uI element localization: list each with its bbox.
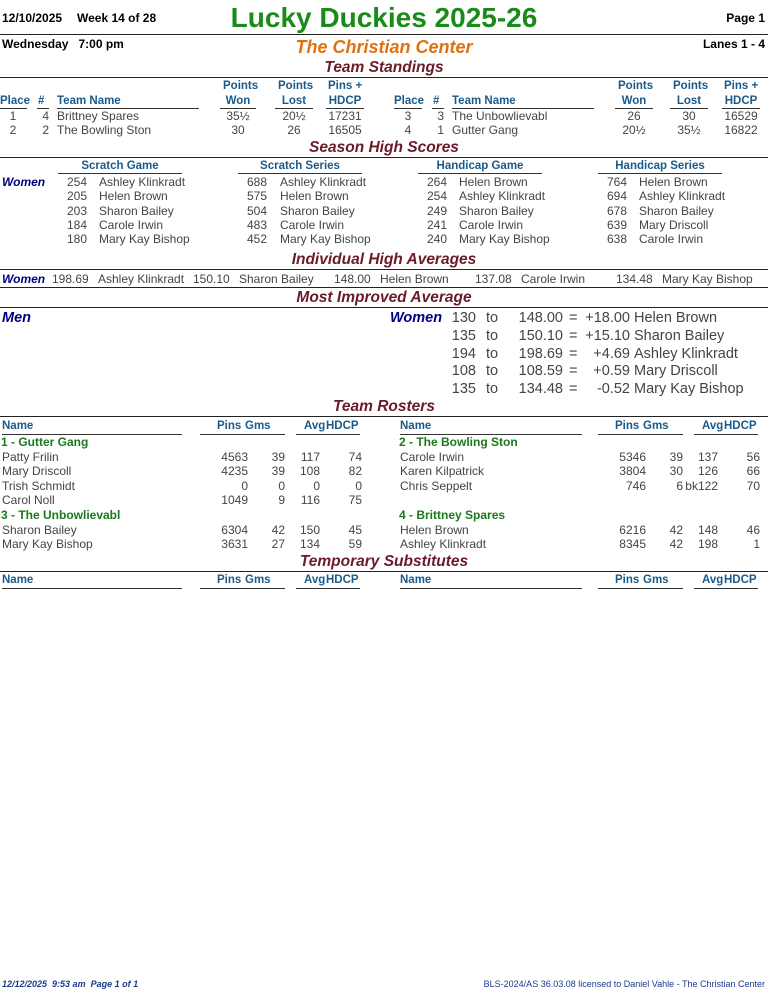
improved-equals: = bbox=[569, 345, 578, 362]
roster-player-games: 39 bbox=[669, 450, 683, 464]
roster-player-hdcp: 74 bbox=[348, 450, 362, 464]
improved-current-avg: 150.10 bbox=[518, 327, 563, 344]
season-high-name: Mary Kay Bishop bbox=[99, 232, 190, 247]
season-high-name: Carole Irwin bbox=[639, 232, 704, 247]
roster-player-name: Carole Irwin bbox=[400, 450, 465, 464]
ind-high-average: 150.10 bbox=[193, 272, 230, 286]
improved-delta: +0.59 bbox=[593, 363, 630, 380]
roster-player-games: 42 bbox=[669, 523, 683, 537]
roster-header-gms: Gms bbox=[245, 574, 271, 586]
roster-team-title: 2 - The Bowling Ston bbox=[399, 435, 518, 449]
roster-player-pins: 5346 bbox=[619, 450, 646, 464]
ind-high-average: 134.48 bbox=[616, 272, 653, 286]
roster-header-pins: Pins bbox=[615, 420, 640, 432]
roster-player-games: 30 bbox=[669, 464, 683, 479]
improved-current-avg: 148.00 bbox=[518, 310, 563, 326]
improved-start-avg: 108 bbox=[451, 363, 476, 380]
roster-player-pins: 6216 bbox=[619, 523, 646, 537]
roster-player-pins: 3631 bbox=[221, 537, 248, 552]
ind-high-name: Ashley Klinkradt bbox=[98, 272, 185, 286]
improved-to: to bbox=[486, 327, 499, 344]
season-high-name: Carole Irwin bbox=[459, 217, 524, 232]
season-high-column-title: Handicap Game bbox=[436, 160, 524, 172]
roster-player-avg: 198 bbox=[697, 537, 718, 552]
season-high-name: Helen Brown bbox=[99, 189, 168, 204]
season-high-score: 694 bbox=[606, 189, 627, 204]
improved-equals: = bbox=[569, 381, 578, 398]
roster-player-hdcp: 46 bbox=[746, 523, 760, 537]
season-high-column-title: Scratch Game bbox=[81, 160, 159, 172]
season-high-name: Ashley Klinkradt bbox=[280, 175, 367, 189]
roster-player-hdcp: 66 bbox=[746, 464, 760, 479]
roster-player-pins: 0 bbox=[241, 478, 248, 493]
improved-start-avg: 135 bbox=[451, 327, 476, 344]
improved-to: to bbox=[486, 310, 499, 326]
roster-player-games: 42 bbox=[669, 537, 683, 552]
roster-header-pins: Pins bbox=[615, 574, 640, 586]
season-high-name: Sharon Bailey bbox=[99, 203, 174, 218]
improved-to: to bbox=[486, 363, 499, 380]
season-high-name: Ashley Klinkradt bbox=[99, 175, 186, 189]
season-high-name: Carole Irwin bbox=[99, 217, 164, 232]
roster-player-hdcp: 0 bbox=[355, 478, 362, 493]
season-high-column-title: Scratch Series bbox=[260, 160, 340, 172]
page-number: Page 1 bbox=[726, 11, 765, 25]
roster-player-hdcp: 56 bbox=[746, 450, 760, 464]
improved-start-avg: 194 bbox=[451, 345, 476, 362]
improved-name: Mary Kay Bishop bbox=[634, 381, 744, 398]
roster-player-games: 42 bbox=[271, 523, 285, 537]
roster-player-pins: 8345 bbox=[619, 537, 646, 552]
improved-name: Ashley Klinkradt bbox=[634, 345, 738, 362]
season-high-score: 678 bbox=[606, 203, 627, 218]
season-high-score: 180 bbox=[66, 232, 87, 247]
improved-current-avg: 134.48 bbox=[518, 381, 563, 398]
roster-player-pins: 1049 bbox=[221, 493, 248, 508]
roster-header-name: Name bbox=[400, 574, 432, 586]
improved-equals: = bbox=[569, 363, 578, 380]
roster-player-games: 39 bbox=[271, 464, 285, 479]
section-season-high: Season High Scores bbox=[309, 139, 459, 156]
improved-name: Helen Brown bbox=[634, 310, 718, 326]
ind-high-name: Mary Kay Bishop bbox=[662, 272, 753, 286]
roster-player-name: Carol Noll bbox=[2, 493, 55, 508]
roster-player-avg: 116 bbox=[300, 493, 320, 508]
improved-equals: = bbox=[569, 310, 578, 326]
season-high-name: Carole Irwin bbox=[280, 217, 345, 232]
season-high-score: 688 bbox=[246, 175, 267, 189]
season-high-name: Helen Brown bbox=[459, 175, 528, 189]
roster-player-avg: 108 bbox=[299, 464, 320, 479]
roster-team-title: 3 - The Unbowlievabl bbox=[1, 508, 121, 522]
roster-player-avg: bk122 bbox=[685, 478, 718, 493]
improved-start-avg: 130 bbox=[451, 310, 476, 326]
improved-name: Sharon Bailey bbox=[634, 327, 725, 344]
roster-player-avg: 0 bbox=[313, 478, 320, 493]
roster-header-name: Name bbox=[2, 420, 34, 432]
roster-header-gms: Gms bbox=[643, 574, 669, 586]
roster-header-pins: Pins bbox=[217, 574, 242, 586]
section-most-improved: Most Improved Average bbox=[296, 289, 472, 306]
season-high-score: 184 bbox=[66, 217, 87, 232]
roster-header-name: Name bbox=[400, 420, 432, 432]
season-high-score: 249 bbox=[426, 203, 447, 218]
season-high-score: 264 bbox=[426, 175, 447, 189]
roster-player-pins: 746 bbox=[625, 478, 646, 493]
season-high-name: Mary Kay Bishop bbox=[280, 232, 371, 247]
roster-header-gms: Gms bbox=[245, 420, 271, 432]
section-team-rosters: Team Rosters bbox=[333, 398, 435, 415]
roster-player-games: 0 bbox=[278, 478, 285, 493]
season-high-score: 575 bbox=[246, 189, 267, 204]
ind-high-name: Carole Irwin bbox=[521, 272, 586, 286]
improved-delta: +18.00 bbox=[585, 310, 630, 326]
season-high-score: 203 bbox=[66, 203, 87, 218]
season-high-women-label: Women bbox=[2, 175, 46, 189]
season-high-score: 254 bbox=[66, 175, 87, 189]
season-high-name: Sharon Bailey bbox=[280, 203, 355, 218]
roster-player-hdcp: 59 bbox=[348, 537, 362, 552]
roster-header-gms: Gms bbox=[643, 420, 669, 432]
ind-high-name: Helen Brown bbox=[380, 272, 449, 286]
roster-player-name: Sharon Bailey bbox=[2, 523, 77, 537]
roster-header-hdcp: HDCP bbox=[724, 420, 757, 432]
week-label: Week 14 of 28 bbox=[77, 11, 157, 25]
season-high-name: Ashley Klinkradt bbox=[459, 189, 546, 204]
lanes-label: Lanes 1 - 4 bbox=[702, 37, 765, 51]
roster-player-pins: 4235 bbox=[221, 464, 248, 479]
roster-player-hdcp: 70 bbox=[746, 478, 760, 493]
roster-player-hdcp: 45 bbox=[348, 523, 362, 537]
ind-high-average: 198.69 bbox=[52, 272, 89, 286]
section-individual-high: Individual High Averages bbox=[291, 251, 477, 268]
roster-player-avg: 126 bbox=[697, 464, 718, 479]
ind-high-women-label: Women bbox=[2, 272, 46, 286]
ind-high-average: 137.08 bbox=[475, 272, 512, 286]
season-high-name: Helen Brown bbox=[639, 175, 708, 189]
footer-timestamp: 12/12/2025 9:53 am Page 1 of 1 bbox=[2, 979, 139, 989]
roster-player-hdcp: 1 bbox=[753, 537, 760, 552]
season-high-score: 764 bbox=[606, 175, 627, 189]
season-high-name: Mary Driscoll bbox=[639, 217, 709, 232]
roster-header-avg: Avg bbox=[304, 420, 326, 432]
section-temp-subs: Temporary Substitutes bbox=[299, 553, 469, 570]
season-high-score: 241 bbox=[426, 217, 447, 232]
improved-start-avg: 135 bbox=[451, 381, 476, 398]
season-high-name: Mary Kay Bishop bbox=[459, 232, 550, 247]
roster-player-pins: 4563 bbox=[221, 450, 248, 464]
roster-player-name: Karen Kilpatrick bbox=[400, 464, 485, 479]
improved-current-avg: 198.69 bbox=[518, 345, 563, 362]
roster-player-games: 6 bbox=[676, 478, 683, 493]
improved-men-label: Men bbox=[2, 310, 31, 326]
season-high-score: 638 bbox=[606, 232, 627, 247]
season-high-score: 240 bbox=[426, 232, 447, 247]
season-high-name: Sharon Bailey bbox=[639, 203, 714, 218]
roster-team-title: 1 - Gutter Gang bbox=[1, 435, 89, 449]
season-high-column-title: Handicap Series bbox=[615, 160, 705, 172]
ind-high-average: 148.00 bbox=[334, 272, 371, 286]
roster-player-name: Helen Brown bbox=[400, 523, 469, 537]
season-high-name: Helen Brown bbox=[280, 189, 349, 204]
roster-player-name: Ashley Klinkradt bbox=[400, 537, 487, 552]
roster-player-name: Chris Seppelt bbox=[400, 478, 473, 493]
improved-women-label: Women bbox=[390, 310, 443, 326]
roster-player-games: 9 bbox=[278, 493, 285, 508]
improved-equals: = bbox=[569, 327, 578, 344]
roster-player-pins: 3804 bbox=[619, 464, 646, 479]
report-date: 12/10/2025 bbox=[2, 11, 63, 25]
center-name: The Christian Center bbox=[295, 37, 473, 57]
roster-player-avg: 148 bbox=[697, 523, 718, 537]
improved-delta: +4.69 bbox=[593, 345, 630, 362]
improved-delta: +15.10 bbox=[585, 327, 630, 344]
season-high-score: 639 bbox=[606, 217, 627, 232]
improved-to: to bbox=[486, 381, 499, 398]
roster-player-name: Mary Kay Bishop bbox=[2, 537, 93, 552]
roster-header-avg: Avg bbox=[304, 574, 326, 586]
roster-player-avg: 134 bbox=[299, 537, 320, 552]
footer-license: BLS-2024/AS 36.03.08 licensed to Daniel Vahle - The Christian Center bbox=[483, 979, 765, 989]
ind-high-name: Sharon Bailey bbox=[239, 272, 314, 286]
roster-player-hdcp: 75 bbox=[348, 493, 362, 508]
roster-header-pins: Pins bbox=[217, 420, 242, 432]
improved-name: Mary Driscoll bbox=[634, 363, 718, 380]
roster-player-games: 27 bbox=[271, 537, 285, 552]
league-title: Lucky Duckies 2025-26 bbox=[230, 2, 538, 33]
season-high-name: Sharon Bailey bbox=[459, 203, 534, 218]
roster-player-name: Trish Schmidt bbox=[2, 478, 75, 493]
season-high-score: 483 bbox=[246, 217, 267, 232]
roster-player-avg: 150 bbox=[299, 523, 320, 537]
roster-player-avg: 137 bbox=[697, 450, 718, 464]
roster-header-avg: Avg bbox=[702, 420, 724, 432]
roster-header-avg: Avg bbox=[702, 574, 724, 586]
roster-player-hdcp: 82 bbox=[348, 464, 362, 479]
roster-header-hdcp: HDCP bbox=[326, 420, 359, 432]
improved-to: to bbox=[486, 345, 499, 362]
section-team-standings: Team Standings bbox=[324, 59, 444, 76]
season-high-score: 504 bbox=[246, 203, 267, 218]
improved-delta: -0.52 bbox=[596, 381, 630, 398]
season-high-score: 205 bbox=[66, 189, 87, 204]
day-time: Wednesday 7:00 pm bbox=[2, 37, 124, 51]
roster-team-title: 4 - Brittney Spares bbox=[399, 508, 506, 522]
roster-header-hdcp: HDCP bbox=[724, 574, 757, 586]
roster-header-hdcp: HDCP bbox=[326, 574, 359, 586]
roster-player-name: Patty Frilin bbox=[2, 450, 59, 464]
roster-player-avg: 117 bbox=[300, 450, 320, 464]
improved-current-avg: 108.59 bbox=[518, 363, 563, 380]
roster-player-name: Mary Driscoll bbox=[2, 464, 72, 479]
roster-player-pins: 6304 bbox=[221, 523, 248, 537]
season-high-score: 254 bbox=[426, 189, 447, 204]
season-high-name: Ashley Klinkradt bbox=[639, 189, 726, 204]
season-high-score: 452 bbox=[246, 232, 267, 247]
roster-header-name: Name bbox=[2, 574, 34, 586]
roster-player-games: 39 bbox=[271, 450, 285, 464]
